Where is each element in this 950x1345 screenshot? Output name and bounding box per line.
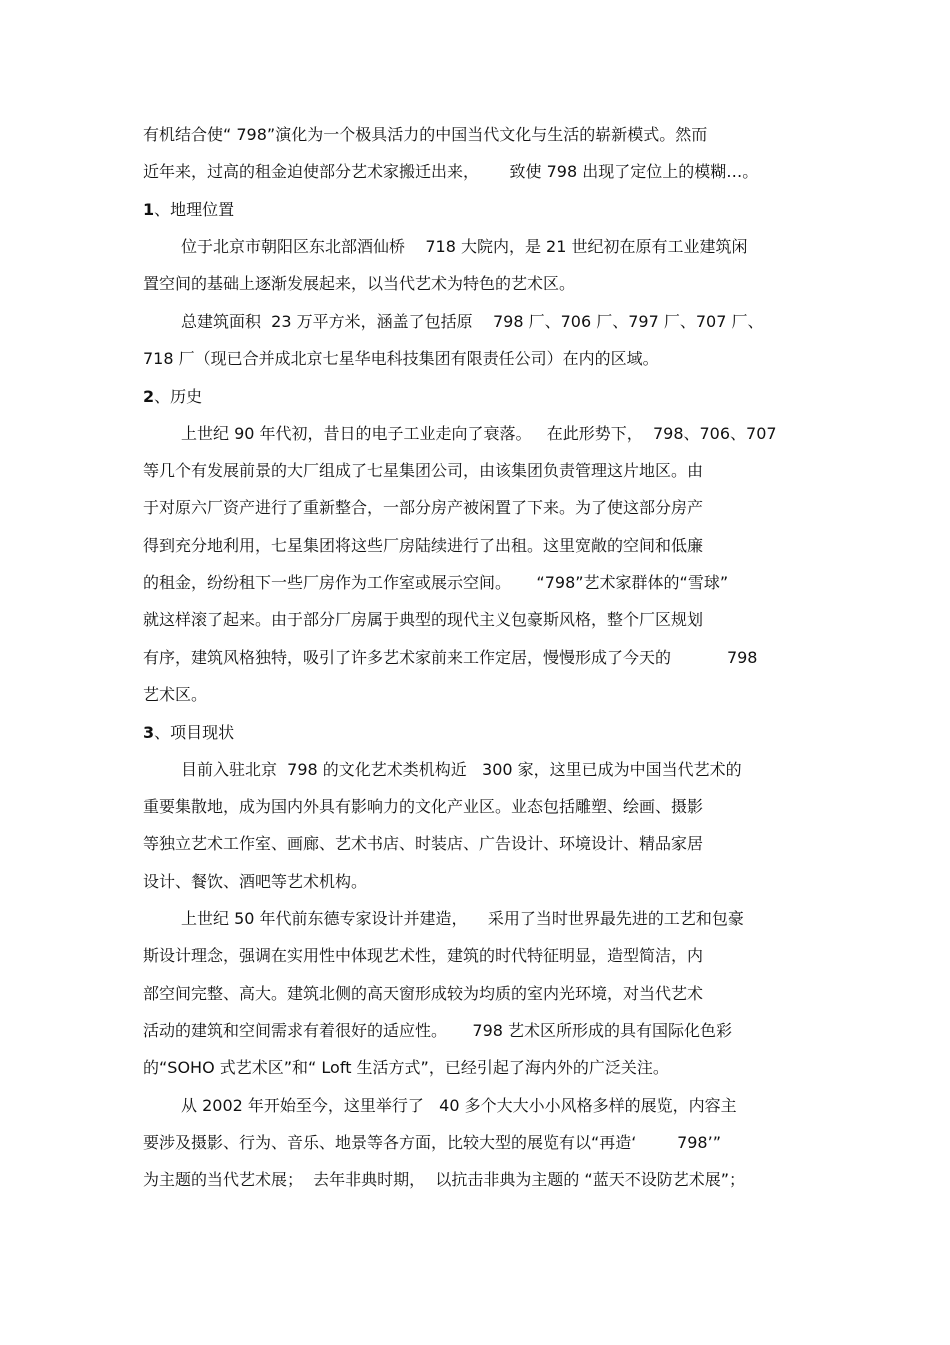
section-2-line: 有序，建筑风格独特，吸引了许多艺术家前来工作定居，慢慢形成了今天的 798 (143, 648, 758, 667)
section-1-p1-line-1: 位于北京市朝阳区东北部酒仙桥 718 大院内，是 21 世纪初在原有工业建筑闲 (181, 237, 748, 256)
section-2-line: 等几个有发展前景的大厂组成了七星集团公司，由该集团负责管理这片地区。由 (143, 461, 704, 480)
section-3-p2-line: 部空间完整、高大。建筑北侧的高天窗形成较为均质的室内光环境，对当代艺术 (143, 984, 704, 1003)
section-2-line: 上世纪 90 年代初，昔日的电子工业走向了衰落。 在此形势下， 798、706、707 (181, 424, 777, 443)
section-1-p2-line-1: 总建筑面积 23 万平方米，涵盖了包括原 798 厂、706 厂、797 厂、707 厂、 (181, 312, 764, 331)
section-2-number: 2 (143, 387, 155, 406)
section-1-title: 、地理位置 (154, 200, 235, 219)
section-2-heading (143, 387, 202, 407)
intro-line-1: 有机结合使“ 798”演化为一个极具活力的中国当代文化与生活的崭新模式。然而 (143, 125, 708, 144)
section-3-p3-line: 从 2002 年开始至今，这里举行了 40 多个大大小小风格多样的展览，内容主 (181, 1096, 737, 1115)
section-3-p3-line: 要涉及摄影、行为、音乐、地景等各方面，比较大型的展览有以“再造‘ 798’” (143, 1133, 721, 1152)
section-2-line: 就这样滚了起来。由于部分厂房属于典型的现代主义包豪斯风格，整个厂区规划 (143, 610, 704, 629)
section-3-p2-line: 斯设计理念，强调在实用性中体现艺术性，建筑的时代特征明显，造型简洁，内 (143, 946, 704, 965)
section-3-p1-line: 等独立艺术工作室、画廊、艺术书店、时装店、广告设计、环境设计、精品家居 (143, 834, 704, 853)
section-2-line: 艺术区。 (143, 685, 208, 704)
section-3-p2-line: 上世纪 50 年代前东德专家设计并建造， 采用了当时世界最先进的工艺和包豪 (181, 909, 744, 928)
section-3-p3-line: 为主题的当代艺术展； 去年非典时期， 以抗击非典为主题的 “蓝天不设防艺术展”； (143, 1170, 746, 1189)
section-3-p1-line: 目前入驻北京 798 的文化艺术类机构近 300 家，这里已成为中国当代艺术的 (181, 760, 742, 779)
section-3-p1-line: 重要集散地，成为国内外具有影响力的文化产业区。业态包括雕塑、绘画、摄影 (143, 797, 704, 816)
section-3-heading (143, 723, 234, 743)
section-3-p1-line: 设计、餐饮、酒吧等艺术机构。 (143, 872, 368, 891)
section-2-line: 于对原六厂资产进行了重新整合，一部分房产被闲置了下来。为了使这部分房产 (143, 498, 704, 517)
section-3-title: 、项目现状 (154, 723, 235, 742)
section-1-heading (143, 200, 234, 220)
section-1-p2-line-2: 718 厂（现已合并成北京七星华电科技集团有限责任公司）在内的区域。 (143, 349, 659, 368)
section-3-p2-line: 活动的建筑和空间需求有着很好的适应性。 798 艺术区所形成的具有国际化色彩 (143, 1021, 733, 1040)
section-2-title: 、历史 (154, 387, 203, 406)
section-3-number: 3 (143, 723, 155, 742)
section-3-p2-line: 的“SOHO 式艺术区”和“ Loft 生活方式”，已经引起了海内外的广泛关注。 (143, 1058, 669, 1077)
intro-line-2: 近年来，过高的租金迫使部分艺术家搬迁出来， 致使 798 出现了定位上的模糊…。 (143, 162, 759, 181)
section-1-p1-line-2: 置空间的基础上逐渐发展起来，以当代艺术为特色的艺术区。 (143, 274, 576, 293)
section-1-number: 1 (143, 200, 155, 219)
section-2-line: 得到充分地利用，七星集团将这些厂房陆续进行了出租。这里宽敞的空间和低廉 (143, 536, 704, 555)
section-2-line: 的租金，纷纷租下一些厂房作为工作室或展示空间。 “798”艺术家群体的“雪球” (143, 573, 729, 592)
